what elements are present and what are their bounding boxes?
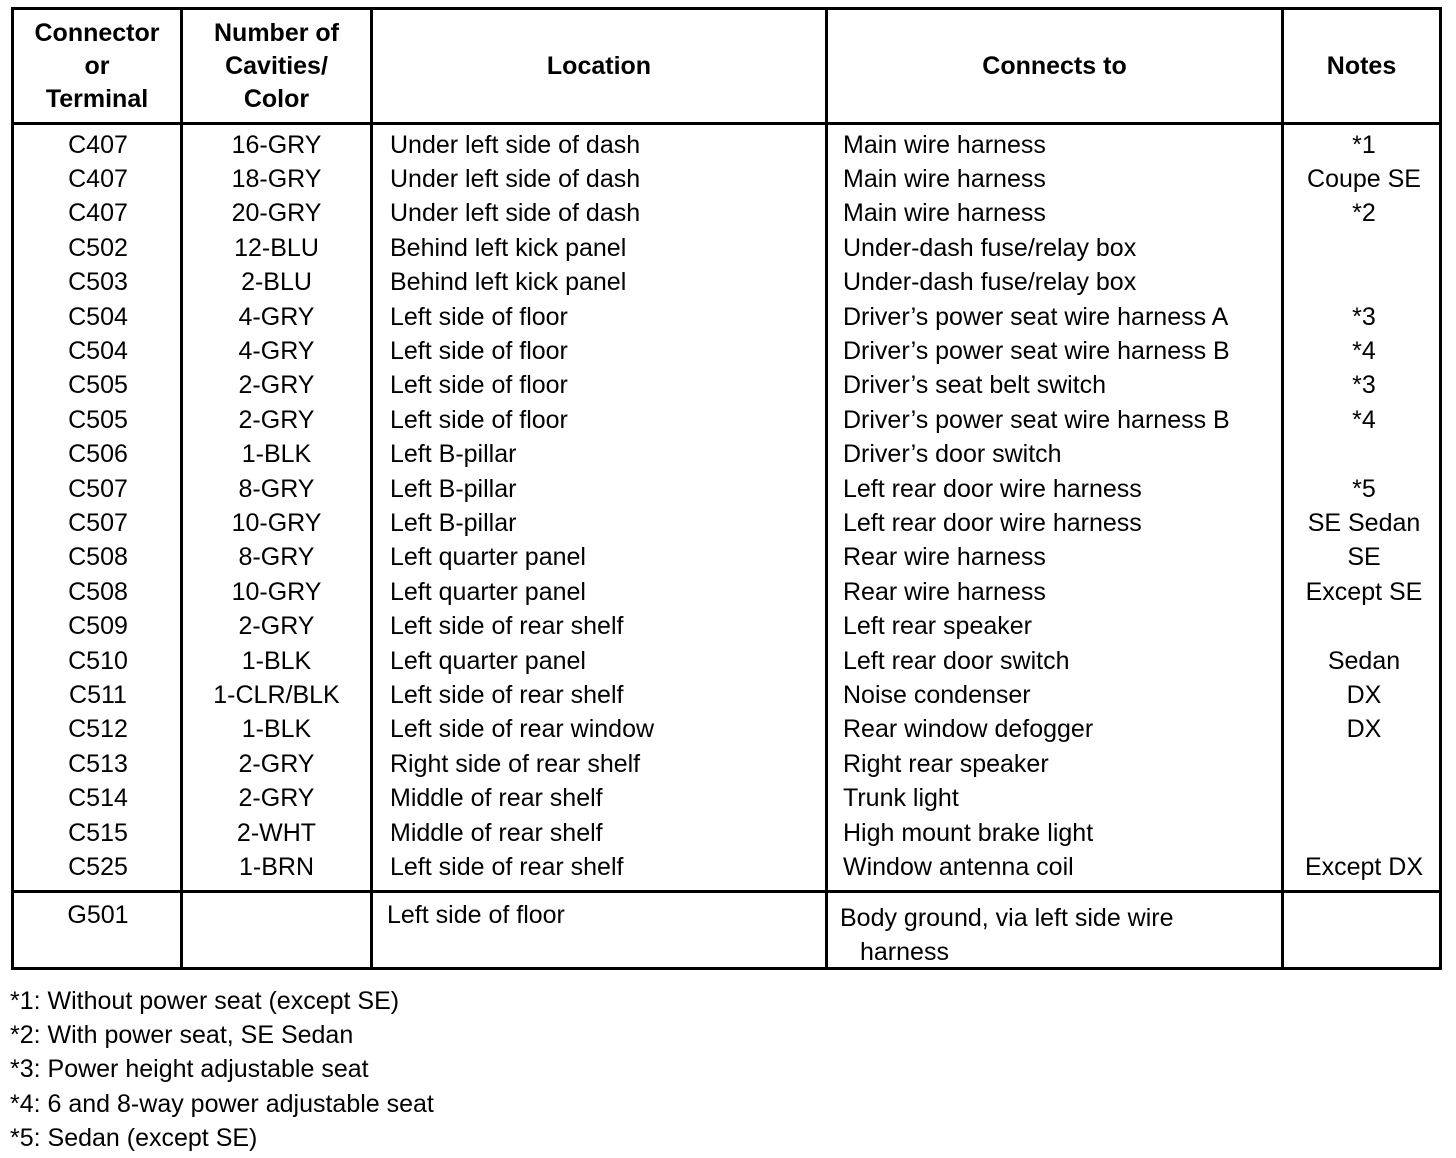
cell-notes xyxy=(1286,747,1442,781)
ground-divider xyxy=(14,890,1439,893)
cell-connects-to-line: Body ground, via left side wire xyxy=(840,904,1174,932)
cell-location: Left side of rear shelf xyxy=(390,681,624,710)
header-location: Location xyxy=(546,52,652,80)
cell-location: Left B-pillar xyxy=(390,474,517,503)
cell-connector: C525 xyxy=(68,853,128,882)
table-row xyxy=(14,541,1439,575)
table-row xyxy=(14,128,1439,162)
cell-notes: Except DX xyxy=(1304,853,1424,882)
header-connector-line: or xyxy=(84,52,110,80)
cell-location: Left side of floor xyxy=(390,405,568,434)
table-row xyxy=(14,850,1439,884)
table-row xyxy=(14,266,1439,300)
table-row xyxy=(14,644,1439,678)
cell-cavities: 2-WHT xyxy=(236,818,317,847)
cell-location: Middle of rear shelf xyxy=(390,784,603,813)
header-connector-line: Connector xyxy=(34,19,160,47)
table-row xyxy=(14,438,1439,472)
footnote: *2: With power seat, SE Sedan xyxy=(10,1021,354,1050)
connector-table xyxy=(11,7,1442,970)
cell-connects-to: Under-dash fuse/relay box xyxy=(843,233,1137,262)
cell-connector: G501 xyxy=(67,901,129,929)
header-connector-line: Terminal xyxy=(45,85,149,113)
cell-connects-to: Trunk light xyxy=(843,784,959,813)
cell-location: Under left side of dash xyxy=(390,130,641,159)
footnote: *4: 6 and 8-way power adjustable seat xyxy=(10,1089,434,1118)
table-row xyxy=(14,506,1439,540)
cell-notes: *4 xyxy=(1352,337,1376,366)
cell-connects-to: Noise condenser xyxy=(843,681,1031,710)
cell-location: Left side of rear shelf xyxy=(390,853,624,882)
table-row xyxy=(14,678,1439,712)
cell-location: Behind left kick panel xyxy=(390,268,627,297)
cell-notes: *3 xyxy=(1352,371,1376,400)
cell-connects-to: Left rear door switch xyxy=(843,646,1070,675)
cell-location: Left side of floor xyxy=(387,901,565,929)
cell-connects-to: Rear wire harness xyxy=(843,543,1046,572)
cell-notes: Sedan xyxy=(1327,646,1401,675)
cell-connector: C503 xyxy=(68,268,128,297)
cell-connector: C505 xyxy=(68,405,128,434)
cell-connects-to: Window antenna coil xyxy=(843,853,1074,882)
cell-cavities: 2-GRY xyxy=(238,612,315,641)
cell-connector: C513 xyxy=(68,749,128,778)
table-row xyxy=(14,369,1439,403)
cell-notes xyxy=(1286,610,1442,644)
cell-connects-to: Main wire harness xyxy=(843,165,1046,194)
cell-location: Middle of rear shelf xyxy=(390,818,603,847)
cell-connector: C407 xyxy=(68,130,128,159)
footnote: *1: Without power seat (except SE) xyxy=(10,987,400,1015)
table-row xyxy=(14,334,1439,368)
cell-connects-to: Rear window defogger xyxy=(843,715,1094,744)
table-row xyxy=(14,816,1439,850)
cell-notes xyxy=(1286,438,1442,472)
cell-location: Left side of floor xyxy=(390,302,568,331)
cell-connector: C505 xyxy=(68,371,128,400)
cell-connector: C508 xyxy=(68,543,128,572)
cell-location: Left quarter panel xyxy=(390,543,586,572)
cell-connector: C514 xyxy=(68,784,128,813)
cell-location: Left quarter panel xyxy=(390,577,586,606)
cell-cavities: 2-GRY xyxy=(238,405,315,434)
cell-cavities: 20-GRY xyxy=(231,199,322,228)
table-row xyxy=(14,713,1439,747)
cell-connector: C508 xyxy=(68,577,128,606)
cell-connects-to: Under-dash fuse/relay box xyxy=(843,268,1137,297)
cell-notes: *3 xyxy=(1352,302,1376,331)
cell-cavities: 4-GRY xyxy=(238,302,315,331)
cell-connects-to xyxy=(840,901,1260,969)
cell-connector: C515 xyxy=(68,818,128,847)
cell-cavities: 18-GRY xyxy=(231,165,322,194)
cell-connector: C407 xyxy=(68,199,128,228)
footnotes xyxy=(10,984,434,1155)
cell-connects-to-line: harness xyxy=(860,938,949,966)
cell-connects-to: Driver’s power seat wire harness A xyxy=(843,302,1229,331)
cell-connects-to: High mount brake light xyxy=(843,818,1094,847)
table-row xyxy=(14,300,1439,334)
footnote: *3: Power height adjustable seat xyxy=(10,1055,369,1084)
table-row xyxy=(14,231,1439,265)
cell-location: Under left side of dash xyxy=(390,165,641,194)
header-cavities xyxy=(183,10,370,123)
cell-connects-to: Left rear door wire harness xyxy=(843,509,1142,538)
cell-connector: C509 xyxy=(68,612,128,641)
cell-notes: Except SE xyxy=(1305,577,1423,606)
cell-connects-to: Rear wire harness xyxy=(843,577,1046,606)
cell-cavities: 8-GRY xyxy=(238,543,315,572)
cell-cavities: 1-BLK xyxy=(241,646,312,675)
header-notes: Notes xyxy=(1326,52,1397,80)
cell-connector: C504 xyxy=(68,337,128,366)
cell-cavities: 10-GRY xyxy=(231,577,322,606)
cell-cavities: 1-CLR/BLK xyxy=(213,681,340,710)
cell-cavities: 16-GRY xyxy=(231,130,322,159)
cell-connector: C511 xyxy=(69,681,127,710)
cell-connector: C510 xyxy=(68,646,128,675)
cell-location: Under left side of dash xyxy=(390,199,641,228)
table-row xyxy=(14,610,1439,644)
cell-notes xyxy=(1286,231,1442,265)
cell-notes: *1 xyxy=(1352,130,1376,159)
cell-connects-to: Right rear speaker xyxy=(843,749,1049,778)
table-row xyxy=(14,747,1439,781)
cell-connects-to: Driver’s power seat wire harness B xyxy=(843,337,1230,366)
table-row xyxy=(14,575,1439,609)
cell-location: Left side of rear window xyxy=(390,715,655,744)
header-cavities-line: Color xyxy=(243,85,310,113)
cell-connects-to: Main wire harness xyxy=(843,199,1046,228)
header-cavities-line: Number of xyxy=(214,19,339,47)
table-row xyxy=(14,197,1439,231)
cell-connects-to: Left rear door wire harness xyxy=(843,474,1142,503)
footnote: *5: Sedan (except SE) xyxy=(10,1123,258,1152)
cell-location: Left side of rear shelf xyxy=(390,612,624,641)
cell-notes: DX xyxy=(1346,715,1382,744)
cell-notes: *4 xyxy=(1352,405,1376,434)
cell-cavities: 2-BLU xyxy=(241,268,312,297)
cell-connector: C504 xyxy=(68,302,128,331)
cell-notes: SE xyxy=(1347,543,1381,572)
cell-connects-to: Driver’s door switch xyxy=(843,440,1062,469)
table-row xyxy=(14,403,1439,437)
header-connects-to: Connects to xyxy=(982,52,1127,80)
cell-cavities: 2-GRY xyxy=(238,784,315,813)
cell-cavities: 1-BLK xyxy=(241,715,312,744)
cell-cavities: 1-BRN xyxy=(238,853,314,882)
cell-connector: C407 xyxy=(68,165,128,194)
header-cavities-line: Cavities/ xyxy=(225,52,328,80)
cell-cavities: 1-BLK xyxy=(241,440,312,469)
cell-connects-to: Driver’s seat belt switch xyxy=(843,371,1107,400)
cell-connector: C507 xyxy=(68,474,128,503)
table-row xyxy=(14,162,1439,196)
cell-notes: DX xyxy=(1346,681,1382,710)
cell-cavities: 4-GRY xyxy=(238,337,315,366)
cell-cavities: 2-GRY xyxy=(238,749,315,778)
cell-connector: C506 xyxy=(68,440,128,469)
cell-location: Left quarter panel xyxy=(390,646,586,675)
cell-cavities: 10-GRY xyxy=(231,509,322,538)
cell-cavities: 12-BLU xyxy=(234,233,319,262)
cell-connector: C502 xyxy=(68,233,128,262)
cell-notes xyxy=(1286,816,1442,850)
table-row xyxy=(14,472,1439,506)
cell-notes: *5 xyxy=(1352,474,1376,503)
cell-location: Left B-pillar xyxy=(390,509,517,538)
cell-connector: C507 xyxy=(68,509,128,538)
cell-location: Left side of floor xyxy=(390,371,568,400)
cell-location: Left side of floor xyxy=(390,337,568,366)
cell-connector: C512 xyxy=(68,715,128,744)
cell-location: Behind left kick panel xyxy=(390,233,627,262)
header-connector xyxy=(14,10,180,123)
cell-notes: *2 xyxy=(1352,199,1376,228)
cell-connects-to: Main wire harness xyxy=(843,130,1046,159)
cell-cavities: 2-GRY xyxy=(238,371,315,400)
cell-notes xyxy=(1286,782,1442,816)
cell-cavities: 8-GRY xyxy=(238,474,315,503)
table-row-ground xyxy=(14,895,1439,967)
cell-connects-to: Left rear speaker xyxy=(843,612,1032,641)
cell-notes: Coupe SE xyxy=(1307,165,1421,194)
cell-location: Left B-pillar xyxy=(390,440,517,469)
cell-connects-to: Driver’s power seat wire harness B xyxy=(843,405,1230,434)
cell-notes: SE Sedan xyxy=(1307,509,1421,538)
table-row xyxy=(14,782,1439,816)
cell-notes xyxy=(1286,266,1442,300)
cell-location: Right side of rear shelf xyxy=(390,749,641,778)
